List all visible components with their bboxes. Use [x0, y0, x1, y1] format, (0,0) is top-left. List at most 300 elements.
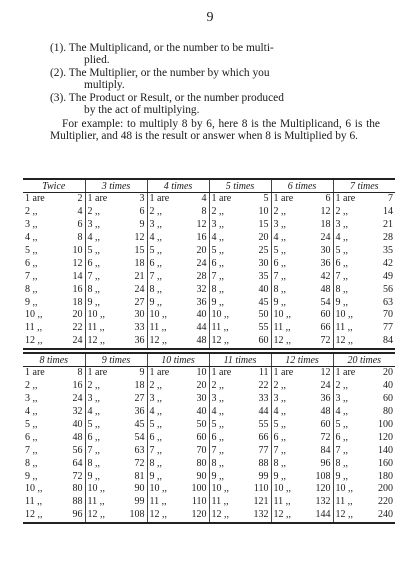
- table-cell: [23, 219, 85, 232]
- table-cell: [23, 367, 85, 380]
- table-cell: [85, 444, 147, 457]
- table-cell: [85, 193, 147, 206]
- cell-operand: 5 ,,: [87, 419, 100, 430]
- cell-product: 60: [320, 309, 331, 321]
- cell-product: 20: [258, 232, 269, 244]
- cell-operand: 11 ,,: [273, 322, 291, 334]
- cell-operand: 2 ,,: [273, 380, 286, 392]
- cell-product: 60: [258, 335, 269, 347]
- cell-operand: 7 ,,: [211, 444, 224, 456]
- cell-operand: 2 ,,: [273, 206, 286, 218]
- table-cell: [209, 457, 271, 470]
- table-cell: [209, 367, 271, 380]
- table-cell: [147, 419, 209, 432]
- cell-operand: 11 ,,: [335, 496, 353, 508]
- cell-product: 4: [77, 206, 83, 218]
- definition-continuation: by the act of multiplying.: [84, 104, 200, 116]
- cell-operand: 8 ,,: [211, 283, 224, 295]
- table-cell: [147, 470, 209, 483]
- cell-operand: 9 ,,: [273, 470, 286, 482]
- cell-operand: 2 ,,: [149, 206, 162, 218]
- cell-product: 40: [383, 380, 393, 392]
- column-header: Twice: [23, 179, 85, 193]
- cell-product: 20: [72, 309, 83, 321]
- cell-operand: 11 ,,: [335, 322, 353, 334]
- table-cell: [209, 245, 271, 258]
- cell-operand: 12 ,,: [87, 335, 105, 347]
- cell-product: 120: [378, 431, 393, 443]
- cell-product: 200: [378, 483, 393, 495]
- cell-product: 84: [320, 444, 331, 456]
- cell-operand: 3 ,,: [211, 219, 224, 231]
- table-cell: [85, 335, 147, 349]
- cell-operand: 11 ,,: [87, 322, 105, 334]
- cell-operand: 1 are: [273, 367, 294, 379]
- cell-product: 24: [72, 335, 83, 347]
- table-cell: [23, 483, 85, 496]
- cell-product: 24: [72, 393, 83, 405]
- definition-number: (3).: [50, 92, 67, 104]
- cell-operand: 5 ,,: [25, 245, 38, 256]
- table-cell: [271, 406, 333, 419]
- table-cell: [23, 431, 85, 444]
- cell-product: 16: [72, 380, 83, 392]
- cell-product: 81: [134, 470, 145, 482]
- cell-product: 96: [320, 457, 331, 469]
- cell-operand: 8 ,,: [335, 283, 348, 295]
- cell-operand: 12 ,,: [273, 509, 291, 521]
- table-row: [23, 380, 395, 393]
- table-cell: [271, 380, 333, 393]
- cell-operand: 1 are: [149, 367, 170, 379]
- cell-product: 10: [258, 206, 269, 218]
- table-row: [23, 406, 395, 419]
- table-row: [23, 206, 395, 219]
- cell-operand: 8 ,,: [149, 457, 162, 469]
- cell-product: 144: [315, 509, 331, 521]
- cell-operand: 12 ,,: [211, 509, 229, 521]
- cell-operand: 7 ,,: [211, 270, 224, 282]
- cell-operand: 3 ,,: [273, 393, 286, 405]
- column-header: 20 times: [333, 353, 395, 367]
- cell-operand: 3 ,,: [87, 219, 100, 231]
- table-cell: [209, 206, 271, 219]
- cell-operand: 2 ,,: [87, 380, 100, 392]
- table-cell: [271, 457, 333, 470]
- cell-operand: 2 ,,: [25, 380, 38, 392]
- table-cell: [271, 470, 333, 483]
- cell-operand: 6 ,,: [335, 431, 348, 443]
- table-cell: [209, 335, 271, 349]
- table-cell: [271, 219, 333, 232]
- definition-text: The Multiplier, or the number by which you: [68, 67, 270, 79]
- cell-product: 72: [320, 335, 331, 347]
- cell-product: 15: [258, 219, 269, 231]
- table-cell: [23, 406, 85, 419]
- cell-operand: 8 ,,: [25, 457, 38, 469]
- cell-operand: 10 ,,: [335, 309, 353, 321]
- cell-operand: 4 ,,: [273, 406, 286, 418]
- table-row: [23, 496, 395, 509]
- cell-operand: 10 ,,: [273, 309, 291, 321]
- cell-product: 12: [320, 367, 331, 379]
- table-cell: [85, 496, 147, 509]
- table-cell: [85, 270, 147, 283]
- table-cell: [271, 206, 333, 219]
- cell-product: 40: [196, 309, 207, 321]
- cell-operand: 1 are: [87, 367, 108, 379]
- cell-product: 80: [196, 457, 207, 469]
- table-body: [23, 193, 395, 349]
- cell-operand: 9 ,,: [25, 296, 38, 308]
- table-cell: [147, 335, 209, 349]
- table-cell: [271, 270, 333, 283]
- cell-product: 160: [378, 457, 393, 469]
- table-cell: [271, 483, 333, 496]
- cell-operand: 9 ,,: [87, 470, 100, 482]
- cell-product: 18: [320, 219, 331, 231]
- cell-product: 240: [378, 509, 393, 521]
- cell-operand: 7 ,,: [335, 270, 348, 282]
- table-row: [23, 270, 395, 283]
- multiplication-table-top: [23, 178, 395, 350]
- cell-operand: 4 ,,: [273, 232, 286, 244]
- table-cell: [333, 496, 395, 509]
- table-row: [23, 296, 395, 309]
- cell-operand: 4 ,,: [149, 406, 162, 418]
- table-cell: [209, 444, 271, 457]
- cell-product: 5: [263, 193, 269, 205]
- cell-product: 72: [320, 431, 331, 443]
- cell-operand: 10 ,,: [87, 309, 105, 321]
- table-cell: [23, 393, 85, 406]
- times-table: [23, 178, 395, 350]
- cell-product: 80: [383, 406, 393, 418]
- cell-product: 96: [72, 509, 83, 521]
- table-cell: [147, 257, 209, 270]
- table-cell: [23, 270, 85, 283]
- cell-operand: 6 ,,: [273, 431, 286, 443]
- cell-product: 70: [383, 309, 393, 321]
- table-cell: [271, 393, 333, 406]
- column-header: 11 times: [209, 353, 271, 367]
- cell-product: 24: [196, 257, 207, 269]
- cell-product: 72: [72, 470, 83, 482]
- column-header: 7 times: [333, 179, 395, 193]
- cell-operand: 7 ,,: [25, 444, 38, 456]
- cell-operand: 10 ,,: [335, 483, 353, 495]
- cell-product: 63: [134, 444, 145, 456]
- table-cell: [85, 431, 147, 444]
- definition-continuation: multiply.: [84, 79, 125, 91]
- cell-operand: 11 ,,: [25, 496, 43, 508]
- cell-product: 12: [320, 206, 331, 218]
- table-cell: [333, 483, 395, 496]
- cell-product: 12: [134, 232, 145, 244]
- table-cell: [23, 419, 85, 432]
- cell-product: 64: [72, 457, 83, 469]
- cell-operand: 7 ,,: [149, 270, 162, 282]
- table-cell: [23, 444, 85, 457]
- cell-product: 4: [201, 193, 207, 205]
- cell-product: 40: [258, 283, 269, 295]
- cell-operand: 3 ,,: [149, 219, 162, 231]
- cell-operand: 9 ,,: [149, 470, 162, 482]
- cell-product: 132: [315, 496, 331, 508]
- cell-product: 56: [383, 283, 393, 295]
- cell-product: 33: [134, 322, 145, 334]
- table-cell: [85, 457, 147, 470]
- table-cell: [271, 245, 333, 258]
- cell-operand: 9 ,,: [25, 470, 38, 482]
- table-cell: [333, 393, 395, 406]
- table-cell: [333, 309, 395, 322]
- cell-product: 28: [383, 232, 393, 244]
- cell-operand: 12 ,,: [149, 335, 167, 347]
- cell-product: 48: [320, 283, 331, 295]
- table-row: [23, 309, 395, 322]
- cell-operand: 6 ,,: [87, 431, 100, 443]
- cell-product: 48: [196, 335, 207, 347]
- cell-product: 32: [72, 406, 83, 418]
- cell-product: 63: [383, 296, 393, 308]
- cell-product: 120: [315, 483, 331, 495]
- cell-product: 99: [134, 496, 145, 508]
- cell-product: 90: [134, 483, 145, 495]
- table-cell: [23, 457, 85, 470]
- table-cell: [85, 219, 147, 232]
- column-header: 12 times: [271, 353, 333, 367]
- definition-product: [50, 92, 380, 116]
- table-cell: [209, 283, 271, 296]
- cell-operand: 1 are: [149, 193, 170, 205]
- table-cell: [85, 245, 147, 258]
- cell-product: 16: [72, 283, 83, 295]
- table-cell: [333, 283, 395, 296]
- cell-product: 88: [72, 496, 83, 508]
- table-cell: [333, 296, 395, 309]
- cell-product: 56: [72, 444, 83, 456]
- cell-operand: 4 ,,: [211, 406, 224, 418]
- table-cell: [271, 419, 333, 432]
- cell-product: 25: [258, 245, 269, 256]
- table-cell: [209, 483, 271, 496]
- cell-operand: 7 ,,: [87, 444, 100, 456]
- table-cell: [333, 322, 395, 335]
- cell-operand: 12 ,,: [211, 335, 229, 347]
- table-cell: [23, 322, 85, 335]
- table-cell: [333, 193, 395, 206]
- cell-product: 44: [258, 406, 269, 418]
- cell-operand: 10 ,,: [273, 483, 291, 495]
- table-row: [23, 419, 395, 432]
- cell-product: 36: [134, 335, 145, 347]
- cell-operand: 2 ,,: [335, 380, 348, 392]
- table-cell: [147, 219, 209, 232]
- cell-operand: 1 are: [335, 367, 356, 379]
- cell-operand: 11 ,,: [273, 496, 291, 508]
- cell-product: 140: [378, 444, 393, 456]
- definition-text: The Multiplicand, or the number to be multi-: [68, 42, 274, 54]
- cell-operand: 11 ,,: [149, 496, 167, 508]
- table-cell: [271, 296, 333, 309]
- cell-operand: 6 ,,: [273, 257, 286, 269]
- table-row: [23, 509, 395, 523]
- cell-operand: 6 ,,: [87, 257, 100, 269]
- cell-operand: 12 ,,: [87, 509, 105, 521]
- cell-operand: 9 ,,: [273, 296, 286, 308]
- table-cell: [333, 457, 395, 470]
- table-cell: [333, 245, 395, 258]
- cell-product: 77: [383, 322, 393, 334]
- table-cell: [85, 470, 147, 483]
- table-header-row: [23, 353, 395, 367]
- table-row: [23, 283, 395, 296]
- cell-product: 100: [191, 483, 207, 495]
- table-cell: [209, 257, 271, 270]
- table-row: [23, 457, 395, 470]
- cell-operand: 4 ,,: [87, 232, 100, 244]
- cell-product: 9: [139, 219, 145, 231]
- table-row: [23, 470, 395, 483]
- table-cell: [209, 322, 271, 335]
- cell-operand: 3 ,,: [87, 393, 100, 405]
- definition-continuation: plied.: [84, 54, 110, 66]
- cell-product: 22: [72, 322, 83, 334]
- cell-product: 48: [320, 406, 331, 418]
- cell-operand: 2 ,,: [211, 380, 224, 392]
- table-row: [23, 245, 395, 258]
- table-cell: [333, 335, 395, 349]
- table-cell: [209, 296, 271, 309]
- cell-product: 7: [388, 193, 393, 205]
- cell-operand: 11 ,,: [149, 322, 167, 334]
- cell-operand: 3 ,,: [335, 219, 348, 231]
- cell-product: 42: [383, 257, 393, 269]
- table-cell: [209, 309, 271, 322]
- cell-product: 30: [196, 393, 207, 405]
- cell-operand: 1 are: [87, 193, 108, 205]
- table-cell: [333, 470, 395, 483]
- cell-product: 50: [258, 309, 269, 321]
- cell-operand: 6 ,,: [335, 257, 348, 269]
- cell-product: 14: [383, 206, 393, 218]
- cell-operand: 8 ,,: [87, 283, 100, 295]
- cell-product: 6: [139, 206, 145, 218]
- cell-operand: 8 ,,: [87, 457, 100, 469]
- cell-product: 10: [72, 245, 83, 256]
- cell-product: 44: [196, 322, 207, 334]
- cell-product: 21: [134, 270, 145, 282]
- table-cell: [23, 470, 85, 483]
- table-cell: [271, 509, 333, 523]
- cell-operand: 5 ,,: [211, 245, 224, 256]
- cell-operand: 6 ,,: [149, 431, 162, 443]
- cell-operand: 1 are: [25, 367, 45, 379]
- cell-operand: 6 ,,: [25, 431, 38, 443]
- example-paragraph: For example: to multiply 8 by 6, here 8 is the Multiplicand, 6 is the Multiplier, and 48 is the result or answer when 8 is Multiplied by 6.: [50, 118, 380, 142]
- table-cell: [147, 483, 209, 496]
- definition-multiplier: [50, 67, 380, 91]
- table-cell: [271, 496, 333, 509]
- cell-product: 11: [258, 367, 269, 379]
- table-body: [23, 367, 395, 523]
- cell-operand: 5 ,,: [149, 419, 162, 430]
- cell-operand: 4 ,,: [25, 232, 38, 244]
- cell-operand: 5 ,,: [273, 245, 286, 256]
- table-cell: [23, 496, 85, 509]
- cell-product: 60: [383, 393, 393, 405]
- cell-product: 14: [72, 270, 83, 282]
- cell-product: 20: [383, 367, 393, 379]
- cell-product: 50: [196, 419, 207, 430]
- cell-operand: 2 ,,: [335, 206, 348, 218]
- cell-operand: 2 ,,: [87, 206, 100, 218]
- cell-product: 16: [196, 232, 207, 244]
- table-cell: [333, 444, 395, 457]
- table-cell: [147, 232, 209, 245]
- cell-operand: 7 ,,: [273, 270, 286, 282]
- table-cell: [271, 444, 333, 457]
- cell-product: 8: [77, 367, 83, 379]
- table-cell: [271, 431, 333, 444]
- table-cell: [23, 257, 85, 270]
- table-cell: [147, 496, 209, 509]
- cell-product: 18: [134, 257, 145, 269]
- cell-product: 8: [201, 206, 207, 218]
- table-cell: [147, 296, 209, 309]
- cell-operand: 10 ,,: [149, 309, 167, 321]
- cell-product: 30: [320, 245, 331, 256]
- table-cell: [147, 444, 209, 457]
- cell-product: 80: [72, 483, 83, 495]
- column-header: 10 times: [147, 353, 209, 367]
- cell-operand: 7 ,,: [273, 444, 286, 456]
- cell-product: 18: [72, 296, 83, 308]
- table-cell: [23, 335, 85, 349]
- table-cell: [271, 257, 333, 270]
- cell-operand: 11 ,,: [87, 496, 105, 508]
- table-cell: [23, 193, 85, 206]
- table-cell: [333, 232, 395, 245]
- definition-number: (1).: [50, 42, 67, 54]
- table-row: [23, 322, 395, 335]
- cell-operand: 2 ,,: [149, 380, 162, 392]
- table-cell: [209, 431, 271, 444]
- table-cell: [23, 380, 85, 393]
- table-cell: [209, 232, 271, 245]
- cell-operand: 3 ,,: [273, 219, 286, 231]
- cell-operand: 5 ,,: [25, 419, 38, 430]
- cell-product: 110: [191, 496, 207, 508]
- cell-product: 6: [325, 193, 331, 205]
- table-cell: [333, 509, 395, 523]
- cell-product: 108: [129, 509, 145, 521]
- cell-operand: 9 ,,: [335, 296, 348, 308]
- cell-product: 12: [196, 219, 207, 231]
- cell-product: 28: [196, 270, 207, 282]
- cell-product: 35: [258, 270, 269, 282]
- cell-product: 2: [77, 193, 83, 205]
- table-cell: [209, 393, 271, 406]
- cell-product: 132: [253, 509, 269, 521]
- cell-operand: 9 ,,: [335, 470, 348, 482]
- cell-product: 10: [196, 367, 207, 379]
- table-cell: [333, 257, 395, 270]
- table-cell: [85, 367, 147, 380]
- cell-product: 24: [134, 283, 145, 295]
- cell-product: 42: [320, 270, 331, 282]
